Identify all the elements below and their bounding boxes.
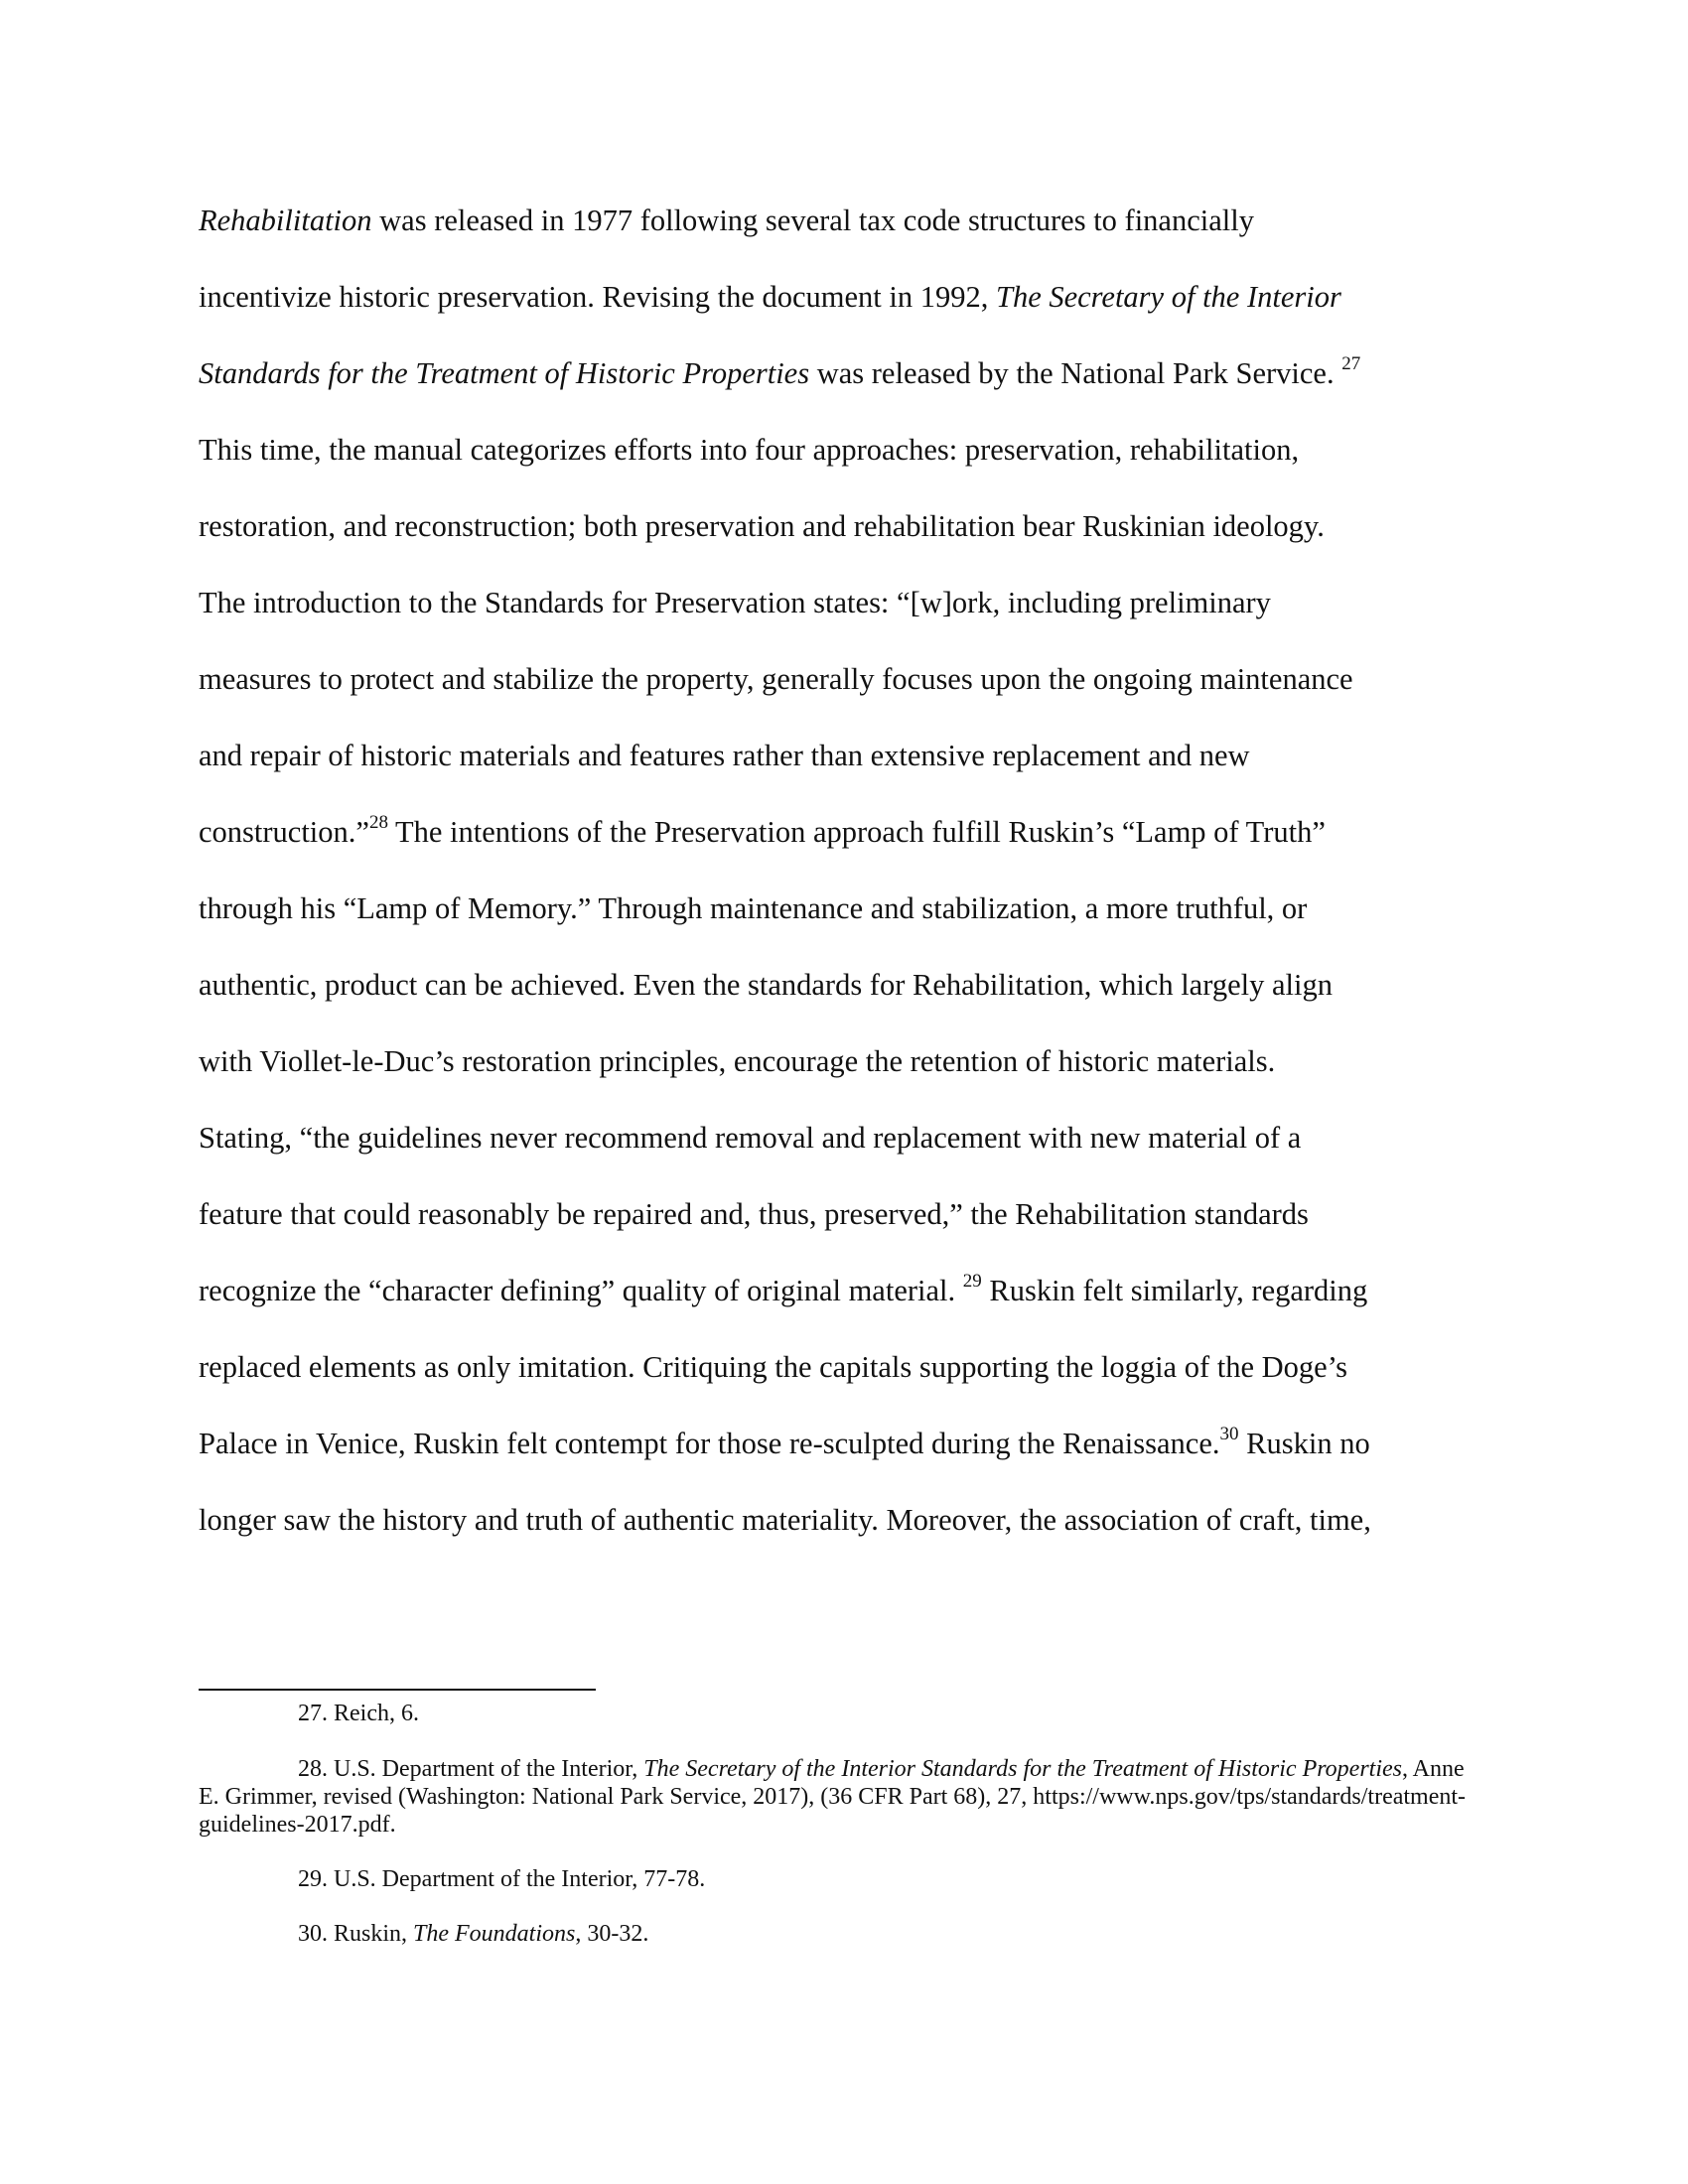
body-line: Standards for the Treatment of Historic Properties was released by the National Park Service. $^{27}$ — [199, 353, 1361, 390]
footnote-ref-27: 27 — [1341, 353, 1361, 374]
body-line: Stating, “the guidelines never recommend removal and replacement with new material of a — [199, 1121, 1302, 1155]
body-line: authentic, product can be achieved. Even the standards for Rehabilitation, which largely align — [199, 968, 1333, 1002]
body-line: through his “Lamp of Memory.” Through maintenance and stabilization, a more truthful, or — [199, 891, 1308, 925]
body-line: restoration, and reconstruction; both preservation and rehabilitation bear Ruskinian ideology. — [199, 509, 1325, 543]
body-line: replaced elements as only imitation. Critiquing the capitals supporting the loggia of the Doge’s — [199, 1350, 1348, 1384]
italic-title: Rehabilitation — [199, 204, 372, 237]
body-line: incentivize historic preservation. Revising the document in 1992, The Secretary of the Interior — [199, 280, 1341, 314]
italic-title: The Secretary of the Interior — [995, 280, 1341, 314]
body-line: This time, the manual categorizes efforts into four approaches: preservation, rehabilitation, — [199, 433, 1300, 467]
body-line: longer saw the history and truth of authentic materiality. Moreover, the association of craft, time, — [199, 1503, 1371, 1537]
body-line: feature that could reasonably be repaired and, thus, preserved,” the Rehabilitation standards — [199, 1197, 1309, 1231]
footnote-ref-30: 30 — [1219, 1424, 1239, 1444]
footnote-27: 27. Reich, 6. — [298, 1701, 419, 1726]
italic-title: Standards for the Treatment of Historic Properties — [199, 356, 810, 390]
footnote-separator — [199, 1689, 596, 1691]
footnote-28: 28. U.S. Department of the Interior, The Secretary of the Interior Standards for the Treatment of Historic Properties, Anne E. Grimmer, revised (Washington: National Park Service, 2017), (36 CFR Part 68), 27, https://www.nps.gov/tps/standards/treatment-guidelines-2017.pdf. — [199, 1756, 1467, 1838]
body-line: with Viollet-le-Duc’s restoration principles, encourage the retention of historic materials. — [199, 1044, 1276, 1078]
body-text — [199, 197, 1489, 1572]
footnote-ref-28: 28 — [368, 812, 388, 833]
footnote-ref-29: 29 — [962, 1271, 982, 1292]
footnotes — [199, 1700, 1489, 1948]
footnote-30: 30. Ruskin, The Foundations, 30-32. — [298, 1921, 649, 1947]
body-line: measures to protect and stabilize the property, generally focuses upon the ongoing maintenance — [199, 662, 1353, 696]
footnote-29: 29. U.S. Department of the Interior, 77-78. — [298, 1866, 706, 1892]
italic-title: The Foundations — [413, 1921, 576, 1947]
body-line: The introduction to the Standards for Preservation states: “[w]ork, including preliminary — [199, 586, 1271, 619]
body-line: and repair of historic materials and features rather than extensive replacement and new — [199, 739, 1250, 772]
body-line: construction.”$^{28}$ The intentions of the Preservation approach fulfill Ruskin’s “Lamp of Truth” — [199, 812, 1326, 849]
body-line: Rehabilitation was released in 1977 following several tax code structures to financially — [199, 204, 1254, 237]
body-line: Palace in Venice, Ruskin felt contempt for those re-sculpted during the Renaissance.$^{30}$ Ruskin no — [199, 1424, 1370, 1460]
italic-title: The Secretary of the Interior Standards for the Treatment of Historic Properties — [643, 1756, 1402, 1782]
body-line: recognize the “character defining” quality of original material. $^{29}$ Ruskin felt similarly, regarding — [199, 1271, 1368, 1307]
